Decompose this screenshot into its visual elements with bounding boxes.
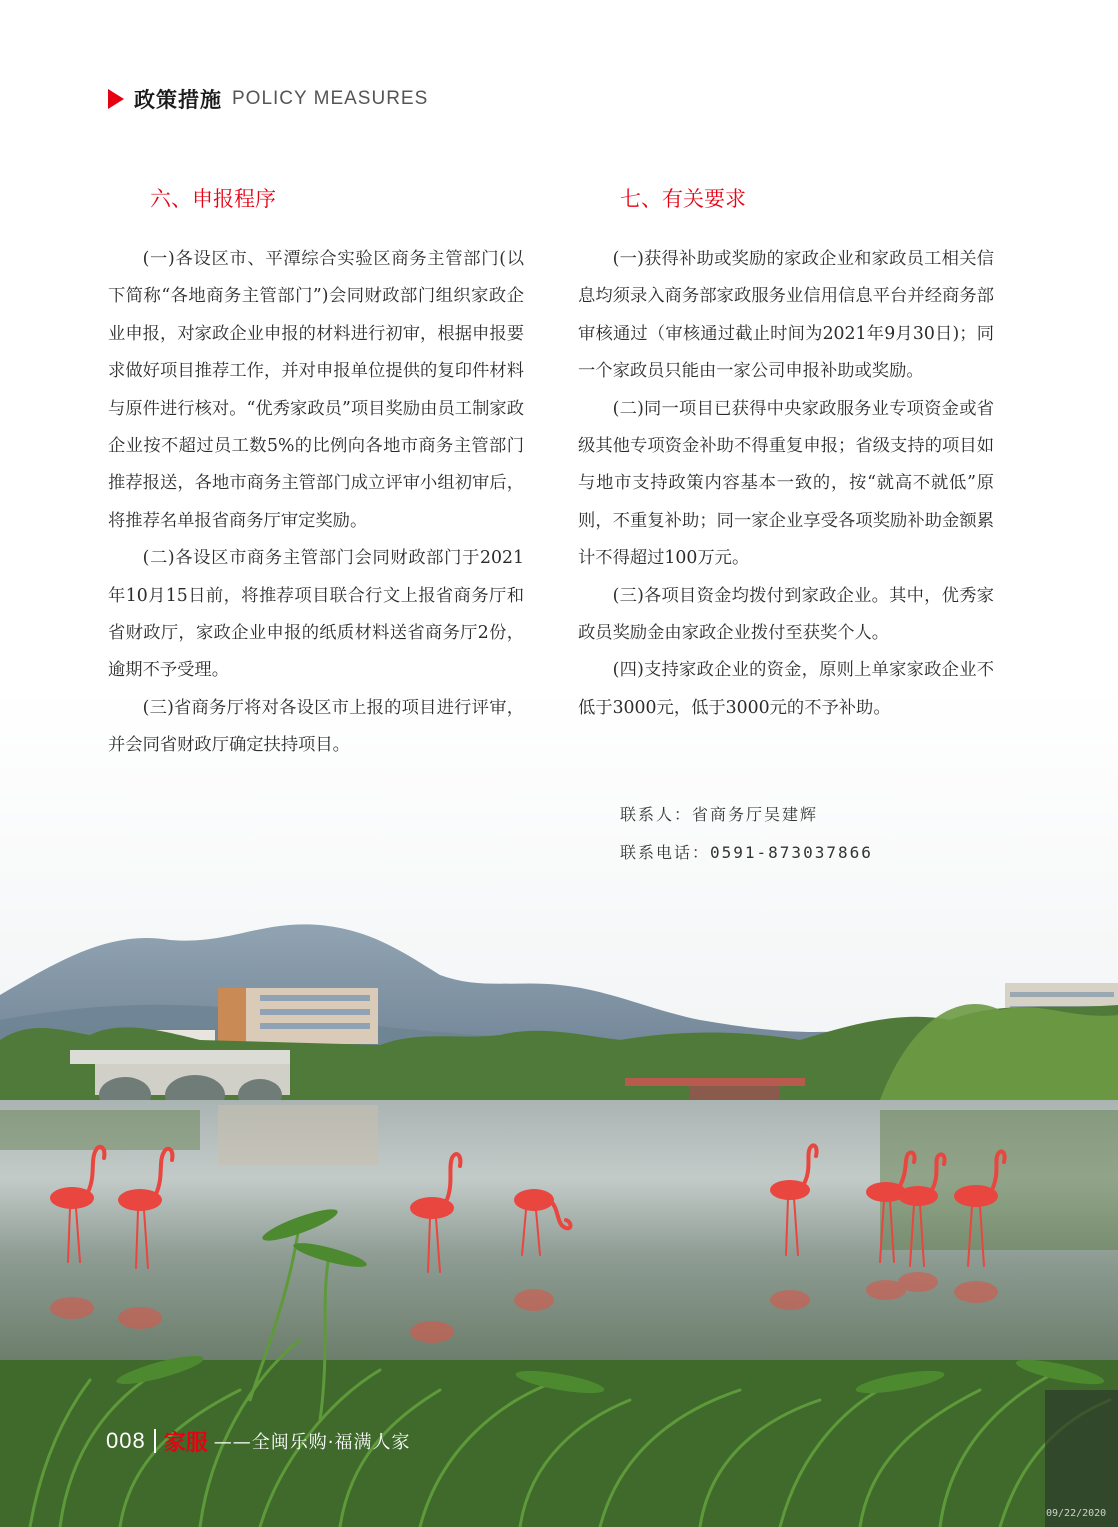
left-paragraph-2: (二)各设区市商务主管部门会同财政部门于2021年10月15日前，将推荐项目联合行文上报省商务厅和省财政厅，家政企业申报的纸质材料送省商务厅2份，逾期不予受理。 xyxy=(108,548,524,681)
right-paragraph-1: (一)获得补助或奖励的家政企业和家政员工相关信息均须录入商务部家政服务业信用信息平台并经商务部审核通过（审核通过截止时间为2021年9月30日)；同一个家政员只能由一家公司申报补助或奖励。 xyxy=(578,249,994,382)
header-title-zh: 政策措施 xyxy=(134,88,222,112)
section-header xyxy=(108,86,428,112)
right-paragraph-4: (四)支持家政企业的资金，原则上单家家政企业不低于3000元，低于3000元的不予补助。 xyxy=(578,660,994,718)
left-paragraph-3: (三)省商务厅将对各设区市上报的项目进行评审，并会同省财政厅确定扶持项目。 xyxy=(108,697,524,756)
right-column xyxy=(578,183,994,727)
left-paragraph-1: (一)各设区市、平潭综合实验区商务主管部门(以下简称“各地商务主管部门”)会同财政部门组织家政企业申报，对家政企业申报的材料进行初审，根据申报要求做好项目推荐工作，并对申报单位提供的复印件材料与原件进行核对。“优秀家政员”项目奖励由员工制家政企业按不超过员工数5%的比例向各地市商务主管部门推荐报送，各地市商务主管部门成立评审小组初审后，将推荐名单报省商务厅审定奖励。 xyxy=(108,249,524,531)
contact-block xyxy=(620,800,873,876)
header-title-en: POLICY MEASURES xyxy=(232,88,429,109)
magazine-brand: 家服 xyxy=(163,1430,208,1456)
contact-person: 联系人：省商务厅吴建辉 xyxy=(620,805,819,824)
right-paragraph-3: (三)各项目资金均拨付到家政企业。其中，优秀家政员奖励金由家政企业拨付至获奖个人。 xyxy=(578,585,994,644)
contact-phone: 联系电话：0591-873037866 xyxy=(620,843,873,862)
page-footer xyxy=(106,1424,410,1458)
triangle-marker-icon xyxy=(108,89,124,109)
magazine-slogan: ——全闽乐购·福满人家 xyxy=(213,1432,411,1453)
right-paragraph-2: (二)同一项目已获得中央家政服务业专项资金或省级其他专项资金补助不得重复申报；省级支持的项目如与地市支持政策内容基本一致的，按“就高不就低”原则，不重复补助；同一家企业享受各项奖励补助金额累计不得超过100万元。 xyxy=(578,398,994,569)
left-section-title: 六、申报程序 xyxy=(150,187,276,211)
page-number: 008 xyxy=(106,1428,146,1453)
right-section-title: 七、有关要求 xyxy=(620,187,746,211)
left-column xyxy=(108,183,524,765)
footer-divider xyxy=(154,1429,156,1453)
photo-date-stamp: 09/22/2020 xyxy=(1046,1508,1107,1519)
